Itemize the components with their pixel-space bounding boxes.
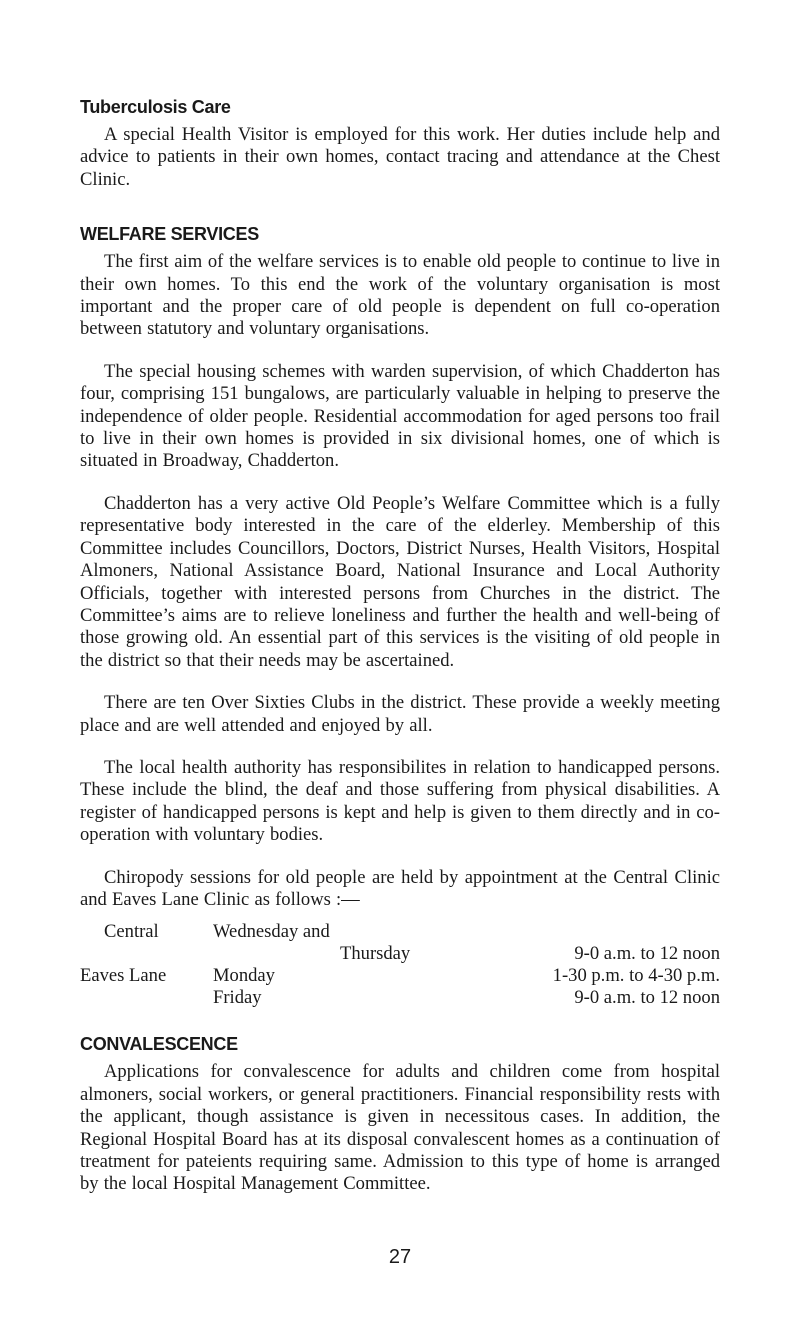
paragraph-chiropody: Chiropody sessions for old people are held by appointment at the Central Clinic and Eaves Lane Clinic as follows :— <box>80 866 720 910</box>
schedule-time-eaves-1: 1-30 p.m. to 4-30 p.m. <box>552 965 720 987</box>
paragraph-tuberculosis: A special Health Visitor is employed for this work. Her duties include help and advice to patients in their own homes, contact tracing and attendance at the Chest Clinic. <box>80 124 720 190</box>
schedule-day-eaves-1: Monday <box>213 965 275 987</box>
schedule-clinic-eaves: Eaves Lane <box>80 965 167 987</box>
schedule-days-central-2: Thursday <box>340 943 411 965</box>
document-page <box>80 96 720 1216</box>
paragraph-convalescence: Applications for convalescence for adults and children come from hospital almoners, social workers, or general practitioners. Financial responsibility rests with the applicant, though assistance is given in necessitous cases. In addition, the Regional Hospital Board has at its disposal convalescent homes as a continuation of treatment for pateients requiring same. Admission to this type of home is arranged by the local Hospital Management Committee. <box>80 1061 720 1195</box>
schedule-clinic-central: Central <box>104 921 159 943</box>
schedule-day-eaves-2: Friday <box>213 987 262 1009</box>
section-heading-welfare: WELFARE SERVICES <box>80 224 259 245</box>
chiropody-schedule <box>80 921 720 1011</box>
section-heading-convalescence: CONVALESCENCE <box>80 1034 238 1055</box>
schedule-time-central: 9-0 a.m. to 12 noon <box>574 943 720 965</box>
schedule-days-central-1: Wednesday and <box>213 921 330 943</box>
paragraph-housing-schemes: The special housing schemes with warden supervision, of which Chadderton has four, comprising 151 bungalows, are particularly valuable in helping to preserve the independence of older people. Residential accommodation for aged persons too frail to live in their own homes is provided in six divisional homes, one of which is situated in Broadway, Chadderton. <box>80 360 720 472</box>
page-number: 27 <box>388 1246 412 1268</box>
paragraph-handicapped: The local health authority has responsibilites in relation to handicapped persons. These include the blind, the deaf and those suffering from physical disabilities. A register of handicapped persons is kept and help is given to them directly and in co-operation with voluntary bodies. <box>80 756 720 846</box>
paragraph-sixties-clubs: There are ten Over Sixties Clubs in the district. These provide a weekly meeting place and are well attended and enjoyed by all. <box>80 692 720 736</box>
paragraph-welfare-committee: Chadderton has a very active Old People’s Welfare Committee which is a fully representative body interested in the care of the elderley. Membership of this Committee includes Councillors, Doctors, District Nurses, Health Visitors, Hospital Almoners, National Assistance Board, National Insurance and Local Authority Officials, together with interested persons from Churches in the district. The Committee’s aims are to relieve loneliness and further the health and well-being of those growing old. An essential part of this services is the visiting of old people in the district so that their needs may be ascertained. <box>80 492 720 671</box>
schedule-time-eaves-2: 9-0 a.m. to 12 noon <box>574 987 720 1009</box>
section-heading-tuberculosis: Tuberculosis Care <box>80 97 231 117</box>
paragraph-welfare-aim: The first aim of the welfare services is to enable old people to continue to live in their own homes. To this end the work of the voluntary organisation is most important and the proper care of old people is dependent on full co-operation between statutory and voluntary organisations. <box>80 251 720 340</box>
